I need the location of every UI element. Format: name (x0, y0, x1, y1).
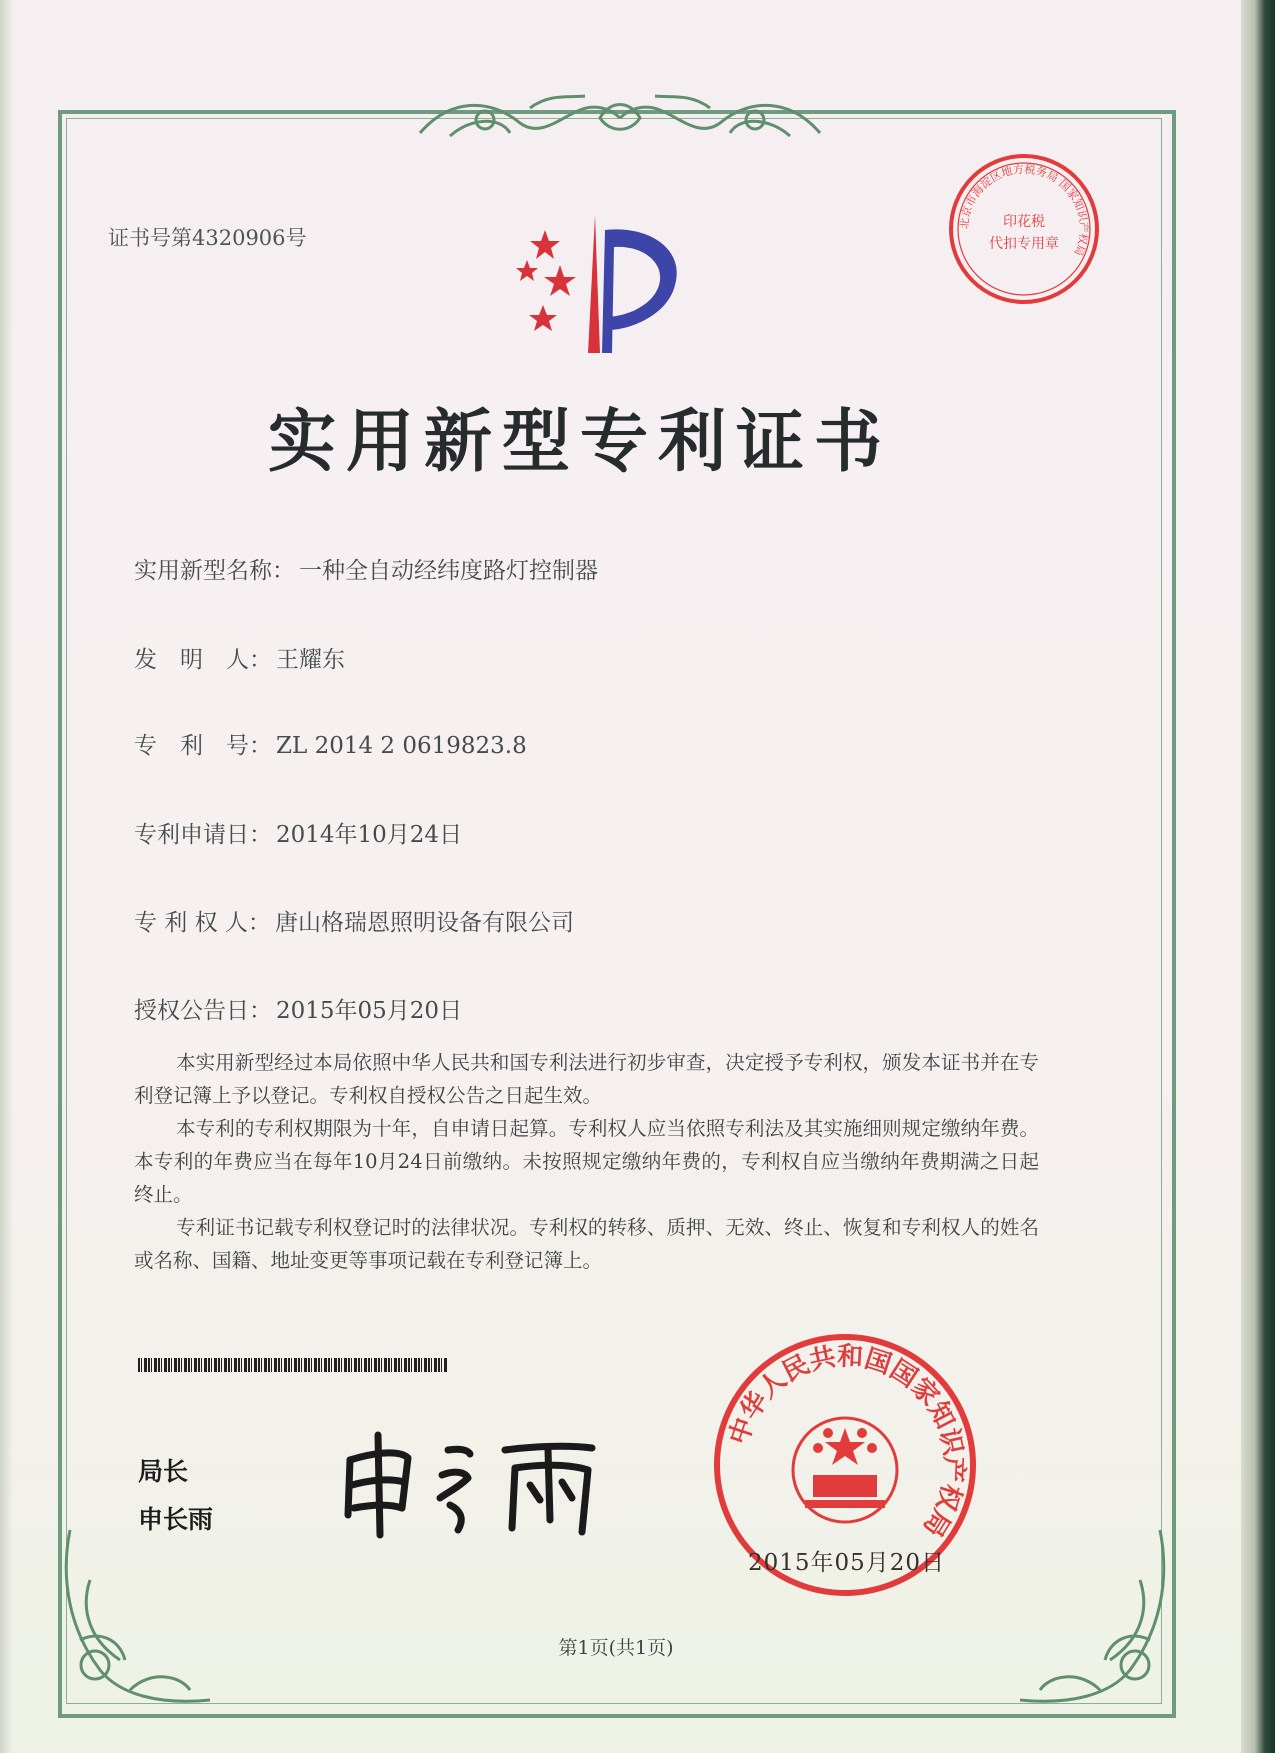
field-value: 2014年10月24日 (276, 822, 463, 848)
page-number: 第1页(共1页) (558, 1637, 674, 1659)
field-value: 王耀东 (276, 647, 345, 673)
seal-text: 中华人民共和国国家知识产权局 (724, 1341, 969, 1542)
statement-paragraph: 本专利的专利权期限为十年，自申请日起算。专利权人应当依照专利法及其实施细则规定缴纳年费。本专利的年费应当在每年10月24日前缴纳。未按照规定缴纳年费的，专利权自应当缴纳年费期满之日起终止。 (134, 1117, 1039, 1206)
seal-date: 2015年05月20日 (748, 1550, 946, 1576)
director-signature (330, 1420, 620, 1540)
field-value: 2015年05月20日 (276, 998, 463, 1024)
page-left-edge (0, 0, 12, 1753)
field-value: 一种全自动经纬度路灯控制器 (299, 558, 598, 584)
field-patent-number (134, 727, 527, 760)
certificate-number: 证书号第4320906号 (108, 226, 307, 250)
director-name: 申长雨 (138, 1505, 214, 1534)
field-label: 专利申请日： (134, 822, 272, 848)
statement-paragraph: 本实用新型经过本局依照中华人民共和国专利法进行初步审查，决定授予专利权，颁发本证书并在专利登记簿上予以登记。专利权自授权公告之日起生效。 (134, 1051, 1039, 1107)
field-label: 发 明 人： (134, 647, 272, 673)
field-grant-date (134, 992, 462, 1025)
statement-paragraph: 专利证书记载专利权登记时的法律状况。专利权的转移、质押、无效、终止、恢复和专利权人的姓名或名称、国籍、地址变更等事项记载在专利登记簿上。 (134, 1216, 1039, 1272)
statement-text (134, 1046, 1039, 1277)
barcode (138, 1358, 448, 1372)
bottom-left-ornament (50, 1520, 220, 1720)
page-right-edge (1241, 0, 1275, 1753)
field-label: 实用新型名称： (134, 558, 295, 584)
top-ornament (410, 88, 830, 158)
bottom-right-ornament (1010, 1520, 1180, 1720)
field-label: 专 利 权 人： (134, 910, 271, 936)
director-title: 局长 (138, 1457, 189, 1486)
tax-stamp-outer-text: 北京市海淀区地方税务局 国家知识产权局 (957, 162, 1091, 258)
emblem-stars-icon (813, 1428, 877, 1465)
field-application-date (134, 816, 462, 849)
field-label: 授权公告日： (134, 998, 272, 1024)
field-utility-model-name (134, 552, 598, 585)
patent-office-logo-icon (500, 205, 700, 355)
tax-stamp (945, 150, 1103, 308)
emblem-gate-icon (813, 1475, 877, 1497)
tax-stamp-inner-2: 代扣专用章 (989, 236, 1059, 252)
tax-stamp-inner-1: 印花税 (1003, 214, 1045, 230)
document-title: 实用新型专利证书 (267, 402, 892, 482)
field-value: 唐山格瑞恩照明设备有限公司 (274, 910, 574, 936)
field-inventor (134, 641, 345, 674)
field-patentee (134, 904, 574, 937)
field-value: ZL 2014 2 0619823.8 (276, 733, 527, 759)
field-label: 专 利 号： (134, 733, 272, 759)
